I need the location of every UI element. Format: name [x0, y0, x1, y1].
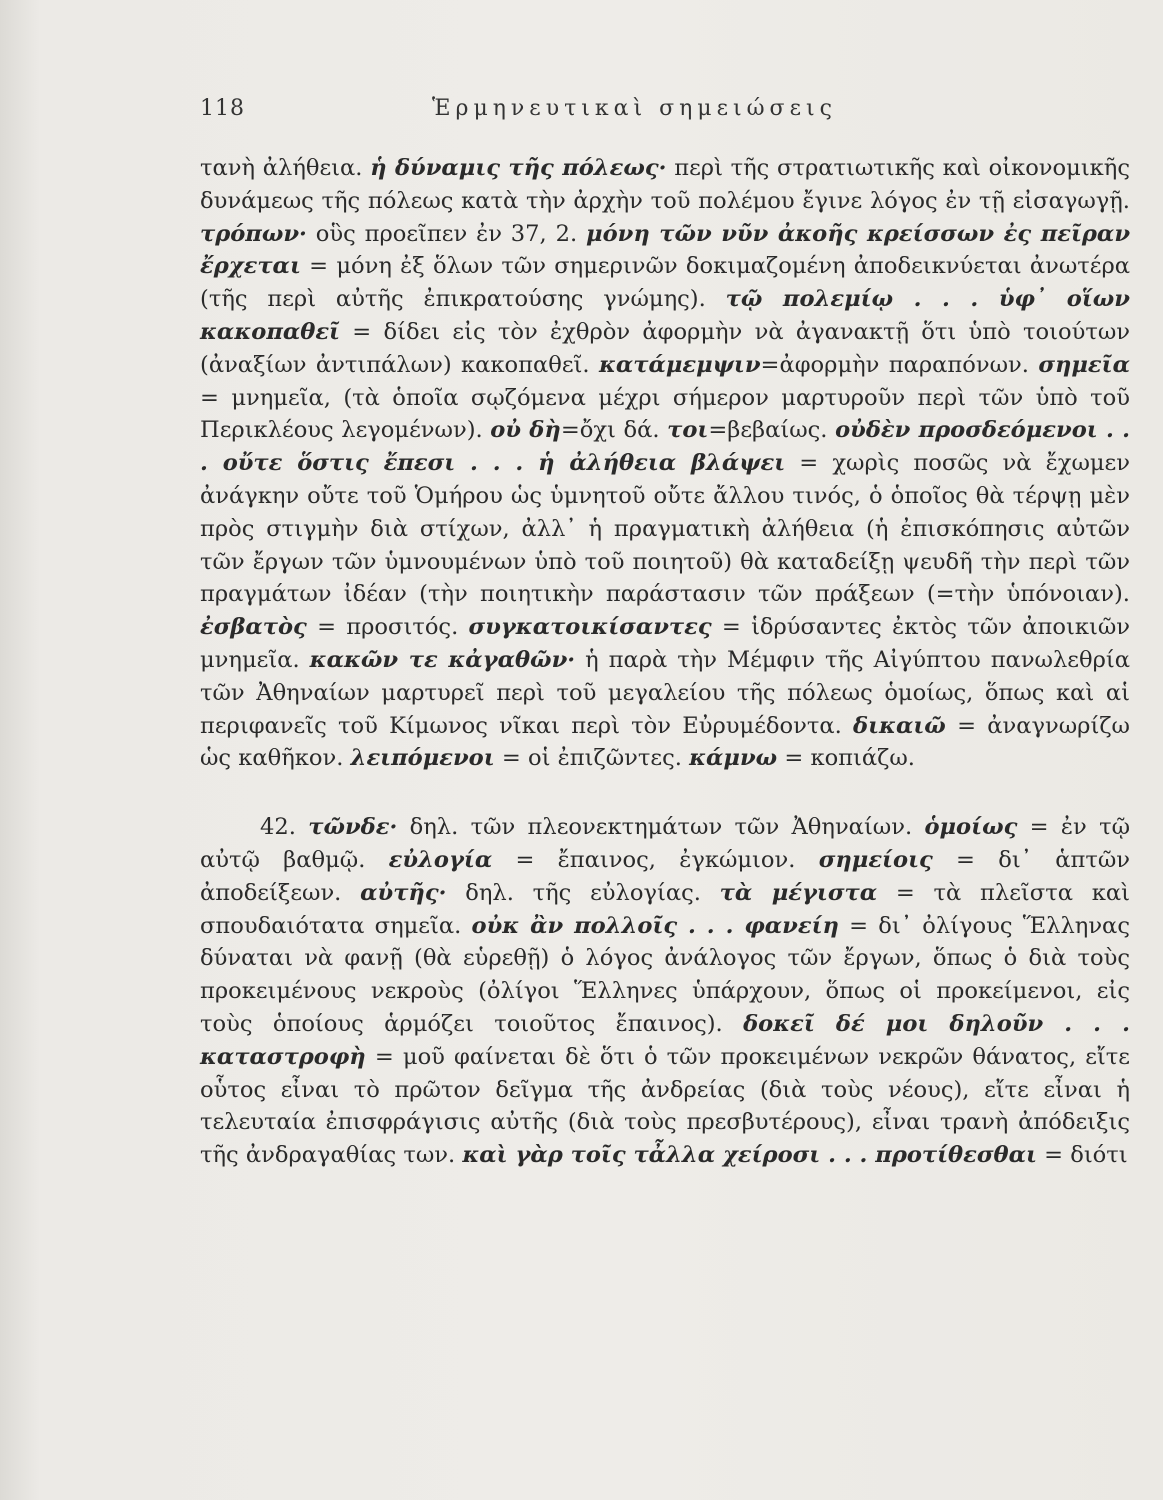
- lemma: τρόπων·: [200, 220, 307, 247]
- commentary-body: [200, 152, 1130, 1172]
- gloss-text: = οἱ ἐπιζῶντες.: [494, 745, 690, 772]
- gloss-text: = δίδει εἰς τὸν ἐχθρὸν ἀφορμὴν νὰ ἀγανακτῇ ὅτι ὑπὸ τοιούτων (ἀναξίων ἀντιπάλων) κακοπαθεῖ.: [200, 318, 1130, 378]
- gloss-text: δηλ. τῆς εὐλογίας.: [446, 879, 720, 906]
- lemma: συγκατοικίσαντες: [468, 614, 712, 641]
- lemma: λειπόμενοι: [350, 745, 495, 772]
- lemma: αὐτῆς·: [360, 879, 447, 906]
- lemma: οὐκ ἂν πολλοῖς . . . φανείη: [471, 912, 839, 939]
- lemma: δικαιῶ: [853, 712, 946, 739]
- running-title: Ἑρμηνευτικαὶ σημειώσεις: [432, 96, 837, 121]
- gloss-text: = τὰ πλεῖστα καὶ σπουδαιότατα σημεῖα.: [200, 879, 1130, 939]
- lemma: σημείοις: [818, 846, 933, 873]
- lemma: καὶ γὰρ τοῖς τἆλλα χείροσι . . . προτίθεσθαι: [462, 1142, 1037, 1169]
- lemma: οὐδὲν προσδεόμενοι . . . οὔτε ὅστις ἔπεσι . . . ἡ ἀλήθεια βλάψει: [200, 417, 1130, 477]
- gloss-text: δηλ. τῶν πλεονεκτημάτων τῶν Ἀθηναίων.: [397, 814, 925, 841]
- gloss-text: = μνημεῖα, (τὰ ὁποῖα σῳζόμενα μέχρι σήμερον μαρτυροῦν περὶ τῶν ὑπὸ τοῦ Περικλέους λεγομένων).: [200, 384, 1130, 444]
- gloss-text: = προσιτός.: [306, 614, 469, 641]
- gloss-text: = δι᾽ ἁπτῶν ἀποδείξεων.: [200, 846, 1131, 906]
- lemma: τῶνδε·: [308, 814, 398, 841]
- lemma: τὰ μέγιστα: [719, 879, 878, 906]
- lemma: σημεῖα: [1038, 351, 1130, 378]
- lemma: κακῶν τε κἀγαθῶν·: [309, 646, 576, 673]
- gloss-text: =ἀφορμὴν παραπόνων.: [760, 351, 1039, 378]
- lemma: ἡ δύναμις τῆς πόλεως·: [370, 155, 667, 181]
- gloss-text: = χωρὶς ποσῶς νὰ ἔχωμεν ἀνάγκην οὔτε τοῦ Ὁμήρου ὡς ὑμνητοῦ οὔτε ἄλλου τινός, ὁ ὁποῖος θὰ τέρψῃ μὲν πρὸς στιγμὴν διὰ στίχων, ἀλλ᾽ ἡ πραγματικὴ ἀλήθεια (ἡ ἐπισκόπησις αὐτῶν τῶν ἔργων τῶν ὑμνουμένων ὑπὸ τοῦ ποιητοῦ) θὰ καταδείξῃ ψευδῆ τὴν περὶ τῶν πραγμάτων ἰδέαν (τὴν ποιητικὴν παράστασιν τῶν πράξεων (=τὴν ὑπόνοιαν).: [200, 450, 1130, 608]
- lemma: εὐλογία: [388, 846, 493, 873]
- gloss-text: οὓς προεῖπεν ἐν 37, 2.: [306, 220, 587, 247]
- page-number: 118: [200, 96, 245, 121]
- gloss-text: =ὄχι δά.: [560, 417, 668, 444]
- commentary-paragraph: [200, 811, 1130, 1172]
- gloss-text: = ἐν τῷ αὐτῷ βαθμῷ.: [200, 814, 1130, 873]
- lemma: κάμνω: [689, 745, 778, 772]
- lemma: τοι: [667, 417, 709, 444]
- gloss-text: = μόνη ἐξ ὅλων τῶν σημερινῶν δοκιμαζομένη ἀποδεικνύεται ἀνωτέρα (τῆς περὶ αὐτῆς ἐπικρατούσης γνώμης).: [200, 253, 1130, 313]
- lemma: ἐσβατὸς: [200, 614, 307, 641]
- gloss-text: 42.: [260, 814, 309, 841]
- gloss-text: =βεβαίως.: [708, 417, 836, 444]
- lemma: οὐ δὴ: [490, 417, 561, 444]
- lemma: δοκεῖ δέ μοι δηλοῦν . . . καταστροφὴ: [200, 1010, 1130, 1070]
- gloss-text: = μοῦ φαίνεται δὲ ὅτι ὁ τῶν προκειμένων νεκρῶν θάνατος, εἴτε οὗτος εἶναι τὸ πρῶτον δεῖγμα τῆς ἀνδρείας (διὰ τοὺς νέους), εἴτε εἶναι ἡ τελευταία ἐπισφράγισις αὐτῆς (διὰ τοὺς πρεσβυτέρους), εἶναι τρανὴ ἀπόδειξις τῆς ἀνδραγαθίας των.: [200, 1043, 1130, 1169]
- lemma: ὁμοίως: [924, 814, 1018, 841]
- gloss-text: = κοπιάζω.: [777, 745, 915, 772]
- gloss-text: περὶ τῆς στρατιωτικῆς καὶ οἰκονομικῆς δυνάμεως τῆς πόλεως κατὰ τὴν ἀρχὴν τοῦ πολέμου ἔγινε λόγος ἐν τῇ εἰσαγωγῇ.: [200, 155, 1130, 214]
- gloss-text: = ἱδρύσαντες ἐκτὸς τῶν ἀποικιῶν μνημεῖα.: [200, 614, 1130, 673]
- gloss-text: = δι᾽ ὀλίγους Ἕλληνας δύναται νὰ φανῇ (θὰ εὑρεθῇ) ὁ λόγος ἀνάλογος τῶν ἔργων, ὅπως ὁ διὰ τοὺς προκειμένους νεκροὺς (ὀλίγοι Ἕλληνες ὑπάρχουν, ὅπως οἱ προκείμενοι, εἰς τοὺς ὁποίους ἁρμόζει τοιοῦτος ἔπαινος).: [200, 912, 1130, 1037]
- gloss-text: = ἀναγνωρίζω ὡς καθῆκον.: [200, 712, 1130, 772]
- gloss-text: τανὴ ἀλήθεια.: [200, 155, 371, 181]
- gloss-text: ἡ παρὰ τὴν Μέμφιν τῆς Αἰγύπτου πανωλεθρία τῶν Ἀθηναίων μαρτυρεῖ περὶ τοῦ μεγαλείου τῆς πόλεως ὁμοίως, ὅπως καὶ αἱ περιφανεῖς τοῦ Κίμωνος νῖκαι περὶ τὸν Εὐρυμέδοντα.: [200, 646, 1131, 739]
- gloss-text: = ἔπαινος, ἐγκώμιον.: [492, 846, 819, 873]
- gloss-text: = διότι: [1036, 1142, 1128, 1169]
- lemma: μόνη τῶν νῦν ἀκοῆς κρείσσων ἐς πεῖραν ἔρχεται: [200, 220, 1130, 280]
- commentary-paragraph: [200, 152, 1130, 775]
- page-header: [200, 96, 960, 130]
- lemma: τῷ πολεμίῳ . . . ὑφ᾽ οἵων κακοπαθεῖ: [200, 286, 1130, 345]
- lemma: κατάμεμψιν: [598, 351, 761, 378]
